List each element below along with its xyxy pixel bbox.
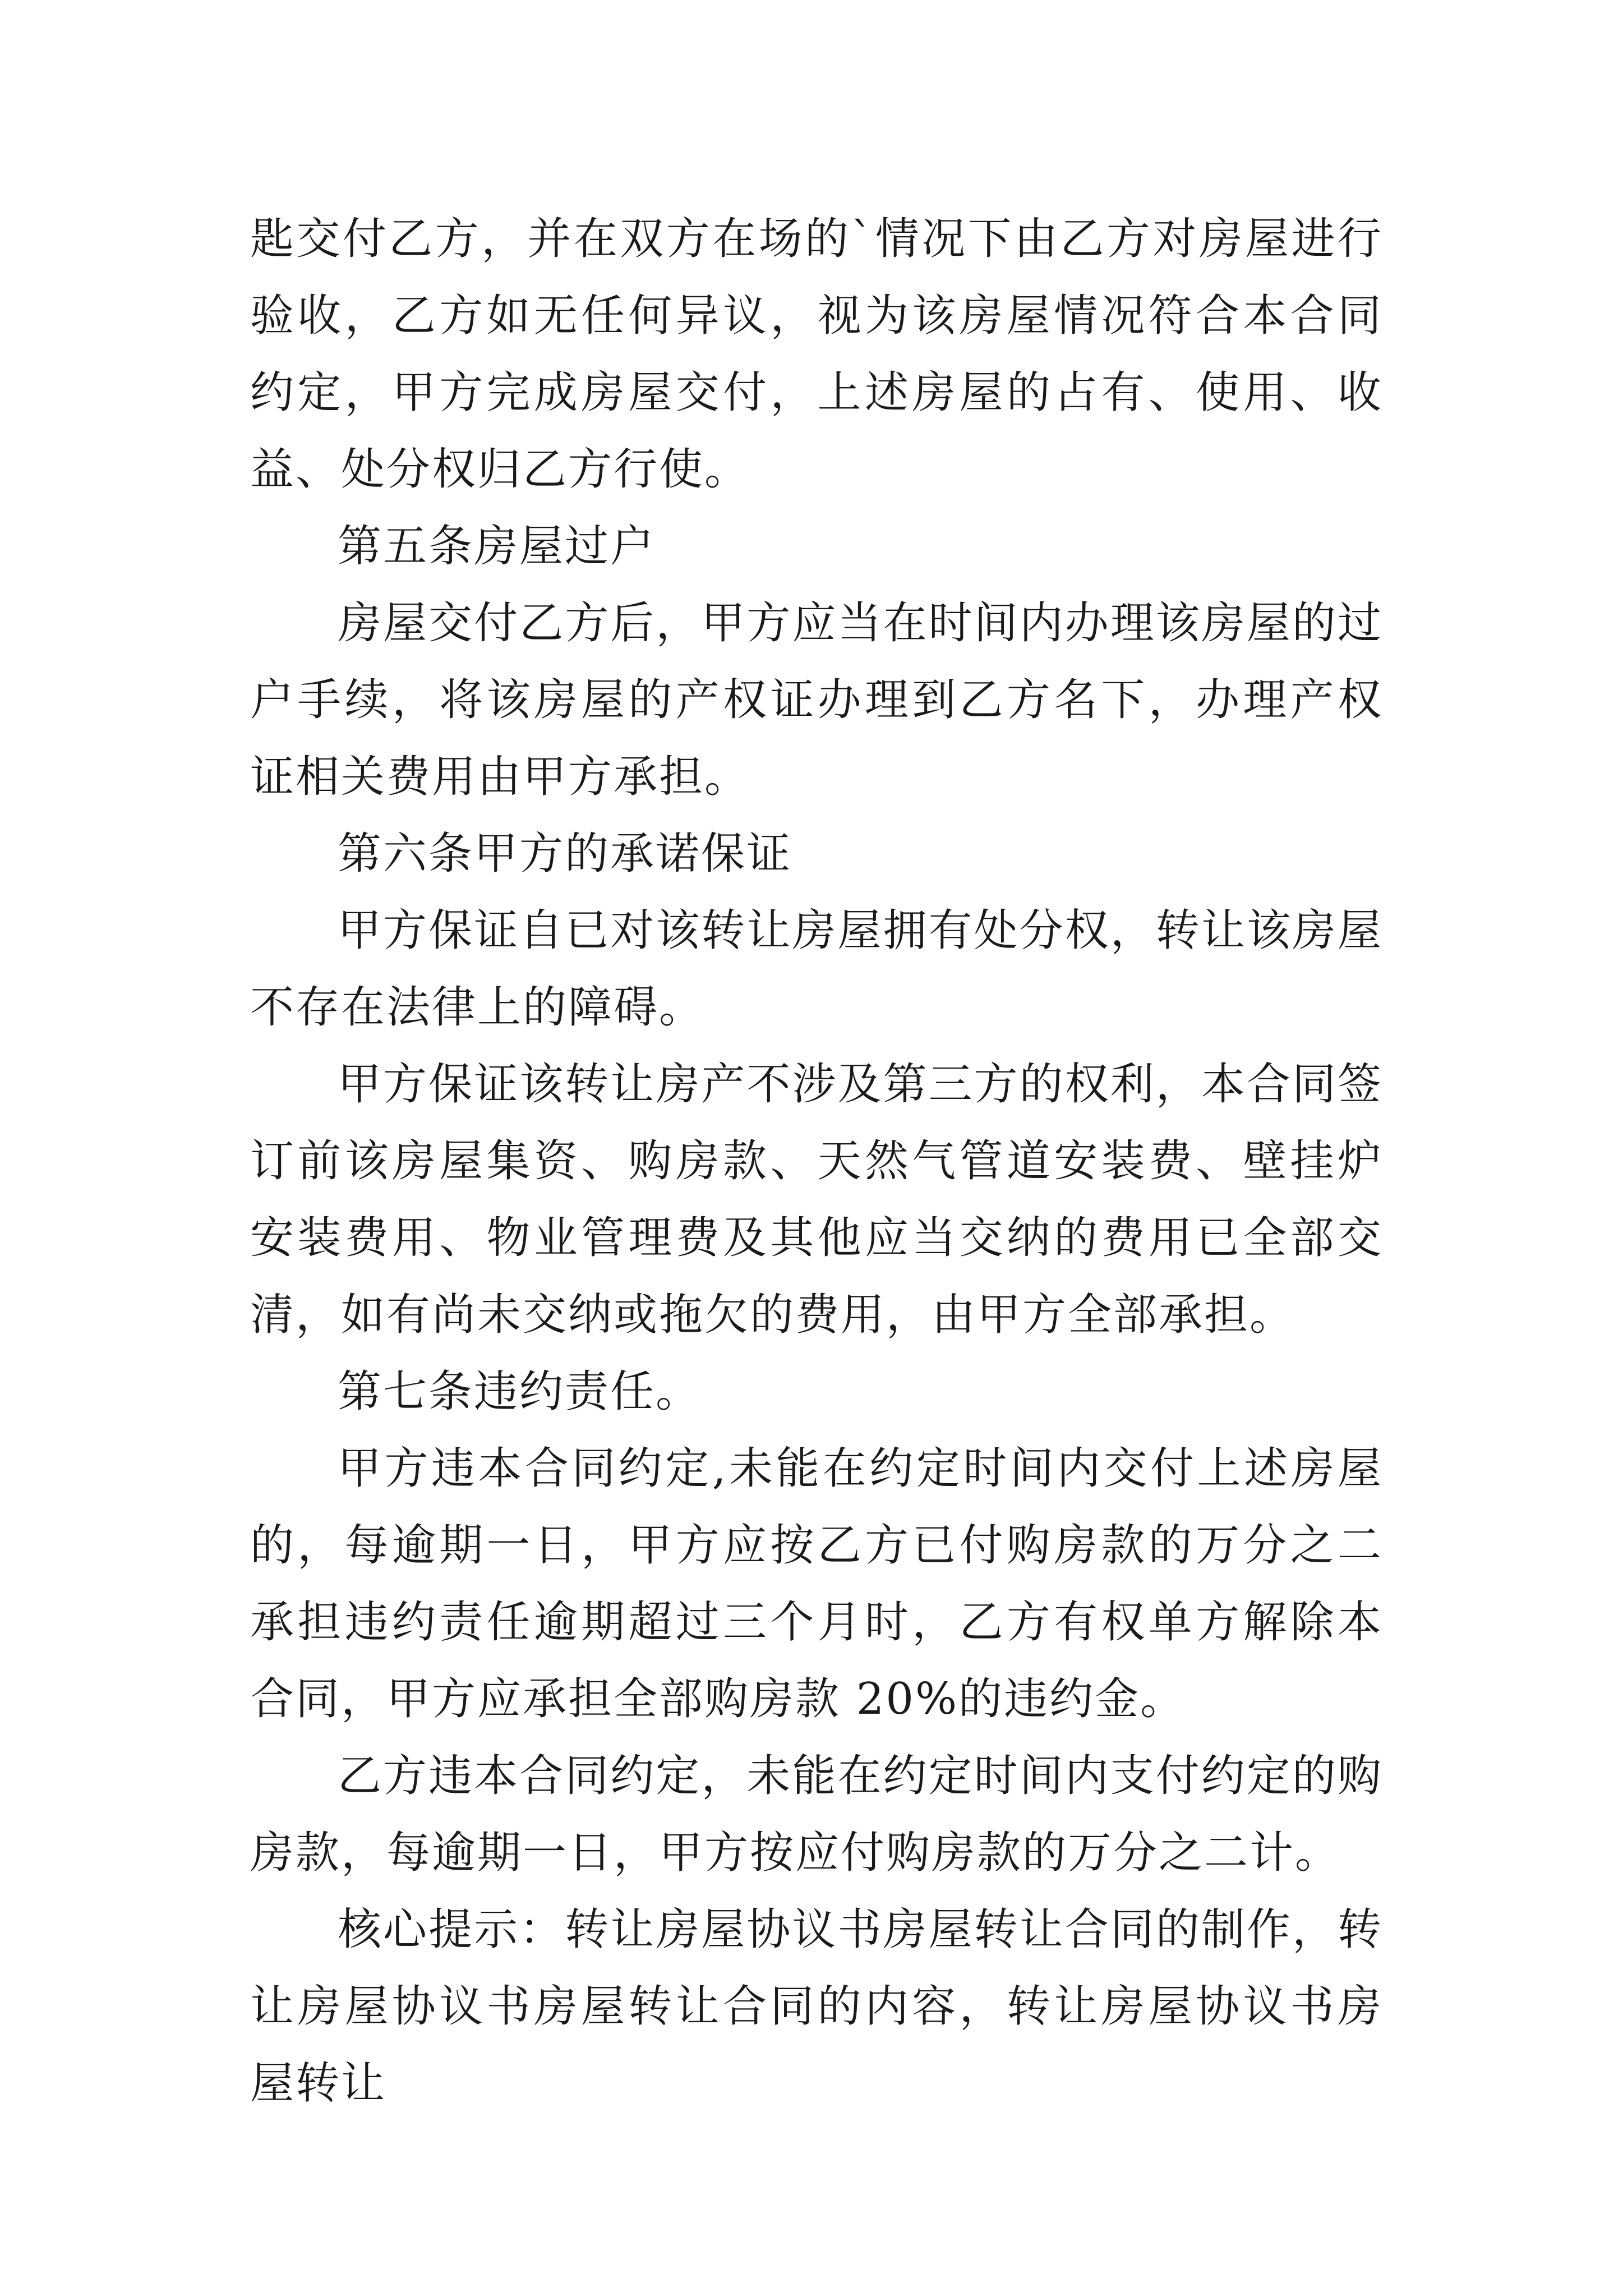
paragraph-article-6-body-2: 甲方保证该转让房产不涉及第三方的权利，本合同签订前该房屋集资、购房款、天然气管道安装费、壁挂炉安装费用、物业管理费及其他应当交纳的费用已全部交清，如有尚未交纳或拖欠的费用，由甲方全部承担。 [250,1059,1383,1340]
paragraph-article-7-party-b: 乙方违本合同约定，未能在约定时间内支付约定的购房款，每逾期一日，甲方按应付购房款的万分之二计。 [250,1751,1383,1878]
document-body [250,201,1383,2122]
heading-article-6-guarantee: 第六条甲方的承诺保证 [338,829,792,879]
paragraph-core-tip: 核心提示：转让房屋协议书房屋转让合同的制作，转让房屋协议书房屋转让合同的内容，转让房屋协议书房屋转让 [250,1904,1383,2109]
heading-article-5-transfer: 第五条房屋过户 [338,521,656,572]
paragraph-article-7-party-a: 甲方违本合同约定,未能在约定时间内交付上述房屋的，每逾期一日，甲方应按乙方已付购房款的万分之二承担违约责任逾期超过三个月时，乙方有权单方解除本合同，甲方应承担全部购房款 20%的违约金。 [250,1443,1383,1724]
heading-article-7-liability: 第七条违约责任。 [338,1366,702,1417]
paragraph-article-5-body: 房屋交付乙方后，甲方应当在时间内办理该房屋的过户手续，将该房屋的产权证办理到乙方名下，办理产权证相关费用由甲方承担。 [250,598,1383,802]
paragraph-handover-continued: 匙交付乙方，并在双方在场的`情况下由乙方对房屋进行验收，乙方如无任何异议，视为该房屋情况符合本合同约定，甲方完成房屋交付，上述房屋的占有、使用、收益、处分权归乙方行使。 [250,214,1383,495]
paragraph-article-6-body-1: 甲方保证自已对该转让房屋拥有处分权，转让该房屋不存在法律上的障碍。 [250,905,1383,1033]
